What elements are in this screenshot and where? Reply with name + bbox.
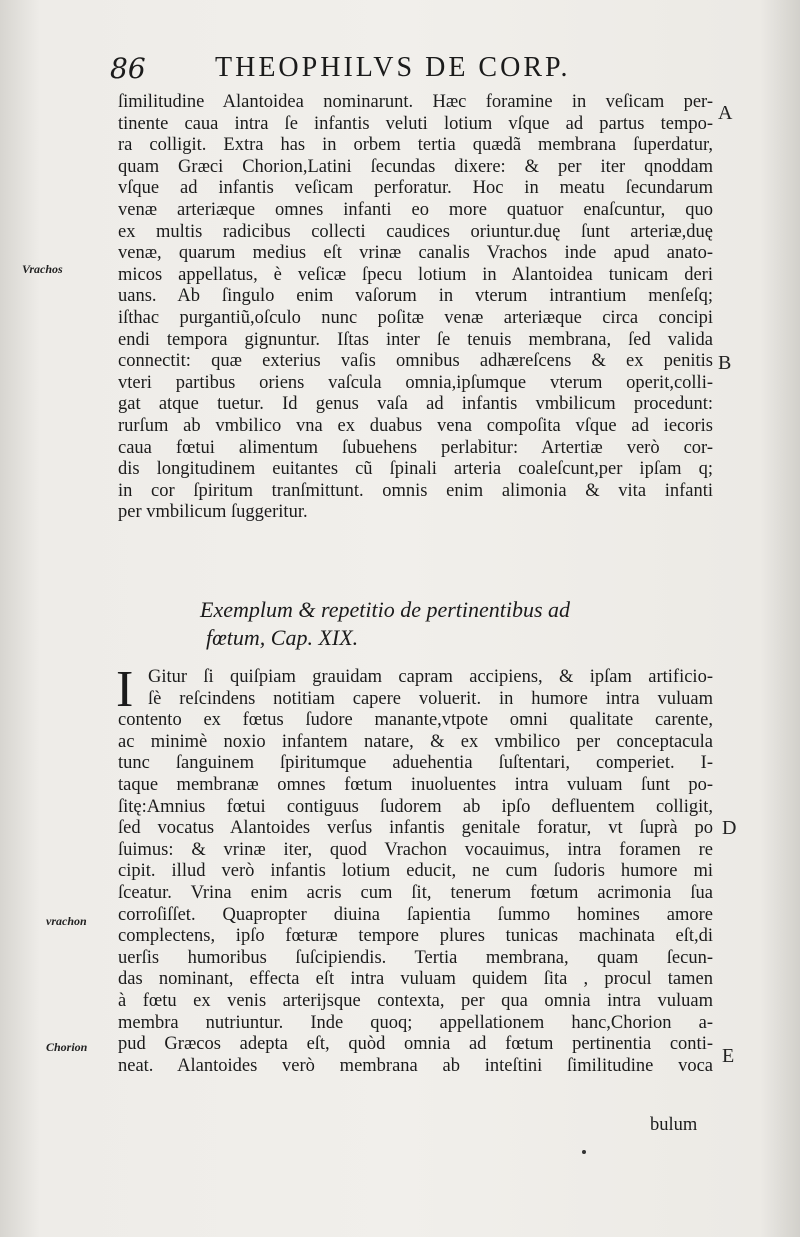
page-number: 86 (110, 52, 146, 85)
running-head: THEOPHILVS DE CORP. (215, 52, 571, 83)
text-line: das nominant, effecta eſt intra vuluam quidem ſita , procul tamen (118, 969, 713, 990)
page-header (110, 50, 670, 90)
text-line: corroſiſſet. Quapropter diuina ſapientia ſummo homines amore (118, 904, 713, 925)
paragraph-2 (116, 661, 713, 1077)
text-line: ſè reſcindens notitiam capere voluerit. in humore intra vuluam (148, 688, 713, 709)
text-line: per vmbilicum ſuggeritur. (118, 502, 308, 523)
text-line: taque membranæ omnes fœtum inuoluentes intra vuluam ſunt po- (118, 774, 713, 795)
text-line: rurſum ab vmbilico vna ex duabus vena compoſita vſque ad iecoris (118, 415, 713, 436)
text-line: Gitur ſi quiſpiam grauidam capram accipiens, & ipſam artificio- (148, 667, 713, 687)
text-line: uans. Ab ſingulo enim vaſorum in vterum intrantium menſeſq; (118, 286, 713, 307)
text-line: cipit. illud verò infantis lotium educit, ne cum ſudoris humore mi (118, 861, 713, 882)
section-letter-d: D (722, 817, 737, 839)
text-line: iſthac purgantiũ,oſculo nunc poſitæ venæ arteriæque circa concipi (118, 307, 713, 328)
text-line: ra colligit. Extra has in orbem tertia quædã membrana ſuperdatur, (118, 135, 713, 156)
margin-note-vrachos: Vrachos (22, 262, 63, 276)
text-line: micos appellatus, è veſicæ ſpecu lotium in Alantoidea tunicam deri (118, 264, 713, 285)
text-line: ac minimè noxio infantem natare, & ex vmbilico per conceptacula (118, 731, 713, 752)
text-line: uerſis humoribus ſuſcipiendis. Tertia membrana, quam ſecun- (118, 947, 713, 968)
text-line: ex multis radicibus collecti caudices oriuntur.duę ſunt arteriæ,duę (118, 221, 713, 242)
text-line: tinente caua intra ſe infantis veluti lotium vſque ad partus tempo- (118, 113, 713, 134)
section-letter-e: E (722, 1045, 735, 1067)
text-line: pud Græcos adepta eſt, quòd omnia ad fœtum pertinentia conti- (118, 1034, 713, 1055)
text-line: membra nutriuntur. Inde quoq; appellationem hanc,Chorion a- (118, 1012, 713, 1033)
section-letter-a: A (718, 102, 733, 124)
text-line: contento ex fœtus ſudore manante,vtpote omni qualitate carente, (118, 710, 713, 731)
chapter-heading-line-1: Exemplum & repetitio de pertinentibus ad (200, 597, 571, 622)
text-line: tunc ſanguinem ſpiritumque aduehentia ſuſtentari, comperiet. I- (118, 753, 713, 774)
text-line: ſed vocatus Alantoides verſus infantis genitale foratur, vt ſuprà po (118, 818, 713, 839)
text-line: connectit: quæ exterius vaſis omnibus adhæreſcens & ex penitis (118, 351, 713, 372)
text-line: in cor ſpiritum tranſmittunt. omnis enim alimonia & vita infanti (118, 480, 713, 501)
paragraph-1 (118, 92, 713, 524)
text-line: dis longitudinem euitantes cũ ſpinali arteria coaleſcunt,per ipſam q; (118, 459, 713, 480)
text-line: à fœtu ex venis arterijsque contexta, per qua omnia intra vuluam (118, 990, 713, 1011)
text-line: quam Græci Chorion,Latini ſecundas dixere: & per iter qnoddam (118, 156, 713, 177)
text-line: vteri partibus oriens vaſcula omnia,ipſumque vterum operit,colli- (118, 372, 713, 393)
text-line: gat atque tuetur. Id genus vaſa ad infantis vmbilicum procedunt: (118, 394, 713, 415)
chapter-heading (200, 596, 640, 652)
margin-note-vrachon: vrachon (46, 914, 87, 928)
section-letter-b: B (718, 352, 732, 374)
text-line: caua fœtui alimentum ſubuehens perlabitur: Artertiæ verò cor- (118, 437, 713, 458)
text-line: endi tempora gignuntur. Iſtas inter ſe tenuis membrana, ſed valida (118, 329, 713, 350)
text-line: vſque ad infantis veſicam perforatur. Hoc in meatu ſecundarum (118, 178, 713, 199)
text-line: ſimilitudine Alantoidea nominarunt. Hæc foramine in veſicam per- (118, 92, 713, 112)
text-line: ſitę:Amnius fœtui contiguus ſudorem ab ipſo defluentem colligit, (118, 796, 713, 817)
text-line: complectens, ipſo fœturæ tempore plures tunicas machinata eſt,di (118, 926, 713, 947)
margin-note-chorion: Chorion (46, 1040, 88, 1054)
text-line: ſuimus: & vrinæ iter, quod Vrachon vocauimus, intra foramen re (118, 839, 713, 860)
text-line: venæ, quarum medius eſt vrinæ canalis Vrachos inde apud anato- (118, 243, 713, 264)
drop-cap: I (116, 661, 134, 718)
text-line: ſceatur. Vrina enim acris cum ſit, tenerum fœtum acrimonia ſua (118, 882, 713, 903)
text-line: venæ arteriæque omnes infanti eo more quatuor enaſcuntur, quo (118, 199, 713, 220)
text-line: neat. Alantoides verò membrana ab inteſtini ſimilitudine voca (118, 1055, 713, 1076)
catchword: bulum (650, 1115, 698, 1135)
ink-dot (582, 1150, 586, 1154)
chapter-heading-line-2: fœtum, Cap. XIX. (206, 625, 359, 650)
